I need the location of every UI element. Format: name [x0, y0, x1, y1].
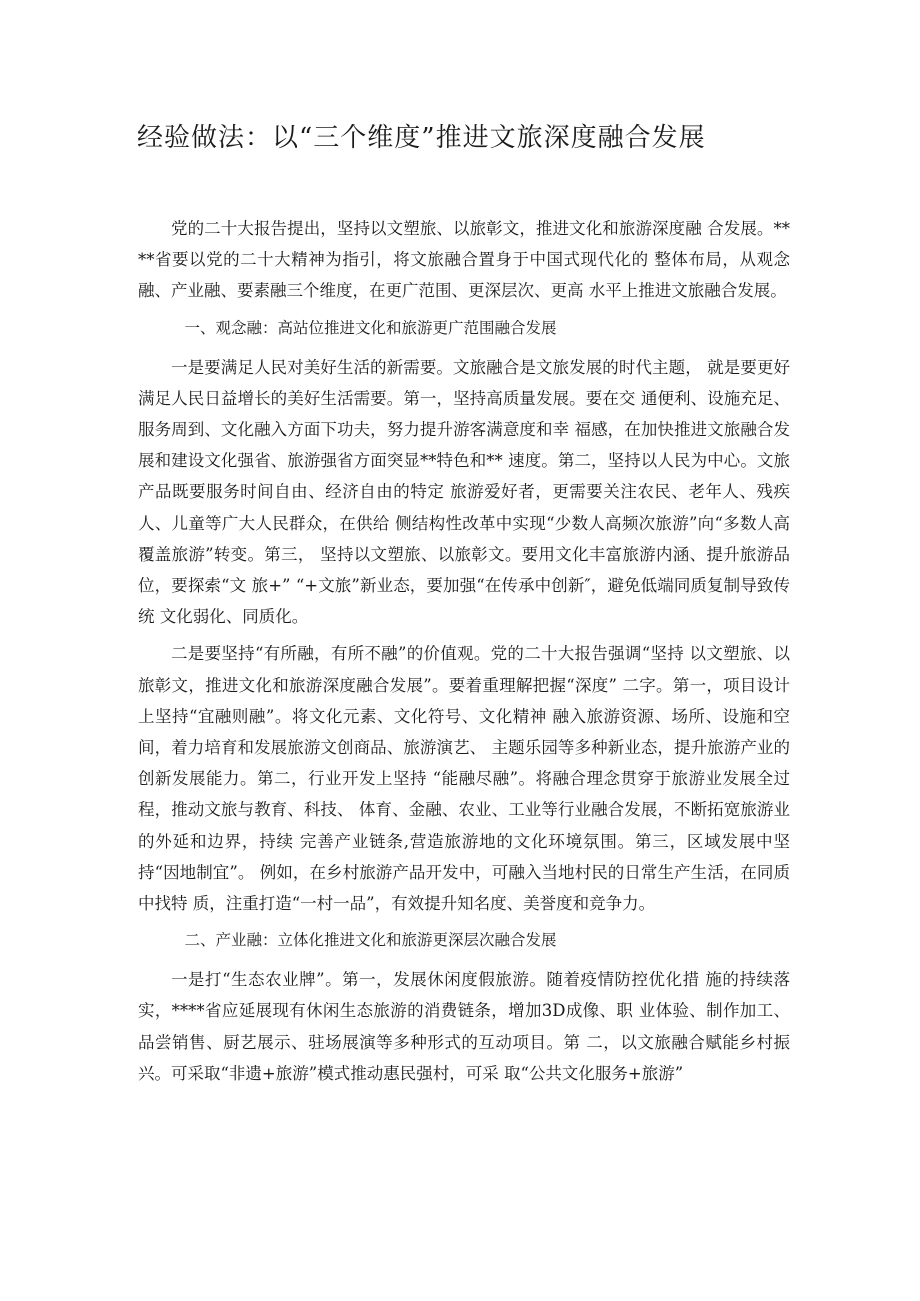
body-paragraph: 一是打“生态农业牌”。第一，发展休闲度假旅游。随着疫情防控优化措 施的持续落实，****省应延展现有休闲生态旅游的消费链条，增加3D成像、职 业体验、制作加工、品尝销售、厨艺展示、驻场展演等多种形式的互动项目。第 二，以文旅融合赋能乡村振兴。可采取“非遗+旅游”模式推动惠民强村，可采 取“公共文化服务+旅游” — [138, 970, 790, 1083]
document-body — [138, 213, 790, 1095]
intro-paragraph: 党的二十大报告提出，坚持以文塑旅、以旅彰文，推进文化和旅游深度融 合发展。****省要以党的二十大精神为指引，将文旅融合置身于中国式现代化的 整体布局，从观念融、产业融、要素融三个维度，在更广范围、更深层次、更高 水平上推进文旅融合发展。 — [138, 219, 790, 301]
body-paragraph: 二是要坚持“有所融，有所不融”的价值观。党的二十大报告强调“坚持 以文塑旅、以旅彰文，推进文化和旅游深度融合发展”。要着重理解把握“深度” 二字。第一，项目设计上坚持“宜融则融”。将文化元素、文化符号、文化精神 融入旅游资源、场所、设施和空间，着力培育和发展旅游文创商品、旅游演艺、 主题乐园等多种新业态，提升旅游产业的创新发展能力。第二，行业开发上坚持 “能融尽融”。将融合理念贯穿于旅游业发展全过程，推动文旅与教育、科技、 体育、金融、农业、工业等行业融合发展，不断拓宽旅游业的外延和边界，持续 完善产业链条,营造旅游地的文化环境氛围。第三，区域发展中坚持“因地制宜”。 例如，在乡村旅游产品开发中，可融入当地村民的日常生产生活，在同质中找特 质，注重打造“一村一品”，有效提升知名度、美誉度和竞争力。 — [138, 644, 790, 914]
body-paragraph: 一是要满足人民对美好生活的新需要。文旅融合是文旅发展的时代主题， 就是要更好满足人民日益增长的美好生活需要。第一，坚持高质量发展。要在交 通便利、设施充足、服务周到、文化融入方面下功夫，努力提升游客满意度和幸 福感，在加快推进文旅融合发展和建设文化强省、旅游强省方面突显**特色和** 速度。第二，坚持以人民为中心。文旅产品既要服务时间自由、经济自由的特定 旅游爱好者，更需要关注农民、老年人、残疾人、儿童等广大人民群众，在供给 侧结构性改革中实现“少数人高频次旅游”向“多数人高覆盖旅游”转变。第三， 坚持以文塑旅、以旅彰文。要用文化丰富旅游内涵、提升旅游品位，要探索“文 旅+” “+文旅”新业态，要加强“在传承中创新″，避免低端同质复制导致传统 文化弱化、同质化。 — [138, 357, 790, 627]
document-title: 经验做法：以“三个维度”推进文旅深度融合发展 — [137, 123, 706, 153]
section-heading-2: 二、产业融：立体化推进文化和旅游更深层次融合发展 — [184, 931, 557, 950]
section-heading-1: 一、观念融：高站位推进文化和旅游更广范围融合发展 — [184, 318, 557, 337]
